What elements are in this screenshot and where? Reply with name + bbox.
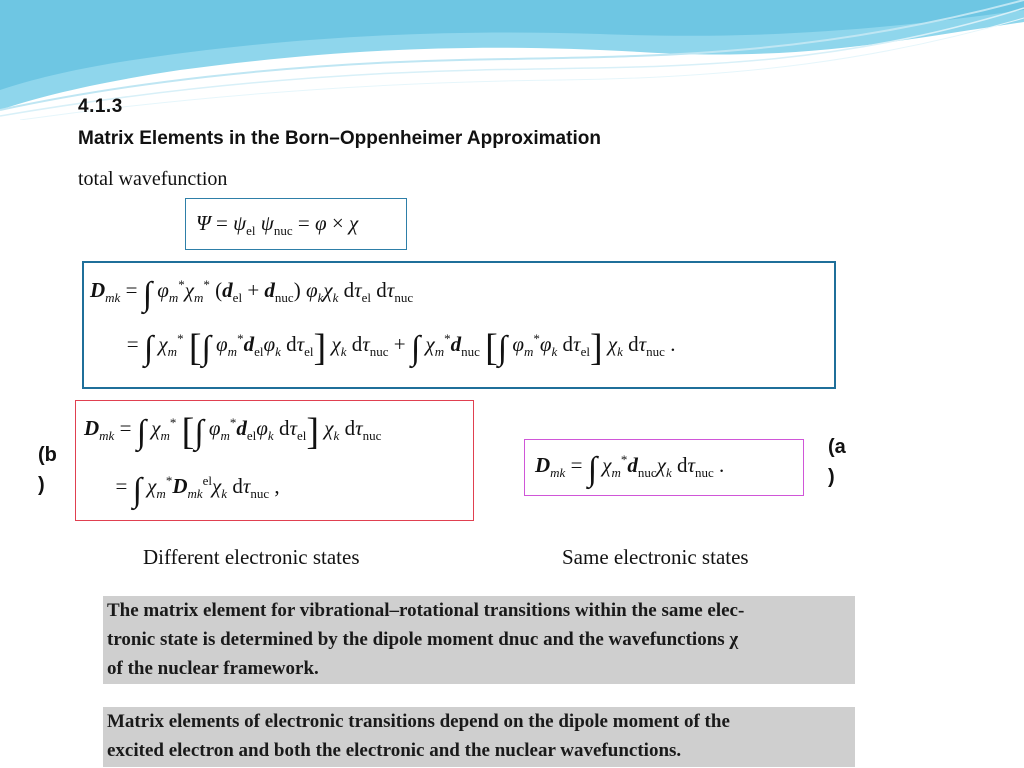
total-wavefunction-equation: $\Psi = \psi_{el}$ $\psi_{nuc} = \varphi \times \chi$ — [196, 211, 359, 239]
case-b-marker — [38, 440, 57, 500]
dipole-equation-line-1: $D_{mk}$ = ∫ $\varphi_m^*\chi_m^*$ $(d_{el} + d_{nuc})$ $\varphi_k\chi_k$ $d\tau_{el}$ $d\tau_{nuc}$ — [90, 276, 414, 313]
section-number: 4.1.3 — [78, 96, 123, 117]
note2-line: Matrix elements of electronic transitions depend on the dipole moment of the — [107, 711, 730, 732]
same-state-equation-box — [524, 439, 804, 496]
caption-same-states: Same electronic states — [562, 545, 749, 569]
dipole-matrix-element-box — [82, 261, 836, 389]
case-a-marker-open: (a — [828, 436, 846, 458]
different-states-equation-box — [75, 400, 474, 521]
total-wavefunction-equation-box — [185, 198, 407, 250]
subtitle: total wavefunction — [78, 168, 228, 190]
caption-different-states: Different electronic states — [143, 545, 360, 569]
case-a-equation: $D_{mk}$ = ∫ $\chi_m^*d_{nuc}\chi_k$ $d\tau_{nuc}$ . — [535, 451, 725, 488]
header-wave-decoration — [0, 0, 1024, 120]
case-a-marker-close: ) — [828, 466, 835, 488]
note1-line: of the nuclear framework. — [107, 658, 319, 679]
note-vibrational-rotational — [103, 596, 855, 684]
case-b-equation-line-2: = ∫ $\chi_m^*D_{mk}^{el}\chi_k$ $d\tau_{nuc}$ , — [84, 472, 280, 509]
section-title: Matrix Elements in the Born–Oppenheimer Approximation — [78, 128, 601, 149]
case-a-marker — [828, 432, 846, 492]
note-electronic-transitions — [103, 707, 855, 767]
case-b-equation-line-1: $D_{mk}$ = ∫ $\chi_m^*$ [∫ $\varphi_m^*d_{el}\varphi_k$ $d\tau_{el}$] $\chi_k$ $d\tau_{nuc}$ — [84, 411, 382, 453]
note1-line: tronic state is determined by the dipole moment dnuc and the wavefunctions χ — [107, 629, 739, 650]
dipole-equation-line-2: = ∫ $\chi_m^*$ [∫ $\varphi_m^*d_{el}\varphi_k$ $d\tau_{el}$] $\chi_k$ $d\tau_{nuc}$ + ∫ $\chi_m^*d_{nuc}$ [∫ $\varphi_m^*\varphi_k$ $d\tau_{el}$] $\chi_k$ $d\tau_{nuc}$ . — [90, 327, 676, 369]
case-b-marker-open: (b — [38, 444, 57, 466]
note1-line: The matrix element for vibrational–rotational transitions within the same elec- — [107, 600, 745, 621]
note2-line: excited electron and both the electronic and the nuclear wavefunctions. — [107, 740, 682, 761]
case-b-marker-close: ) — [38, 474, 45, 496]
